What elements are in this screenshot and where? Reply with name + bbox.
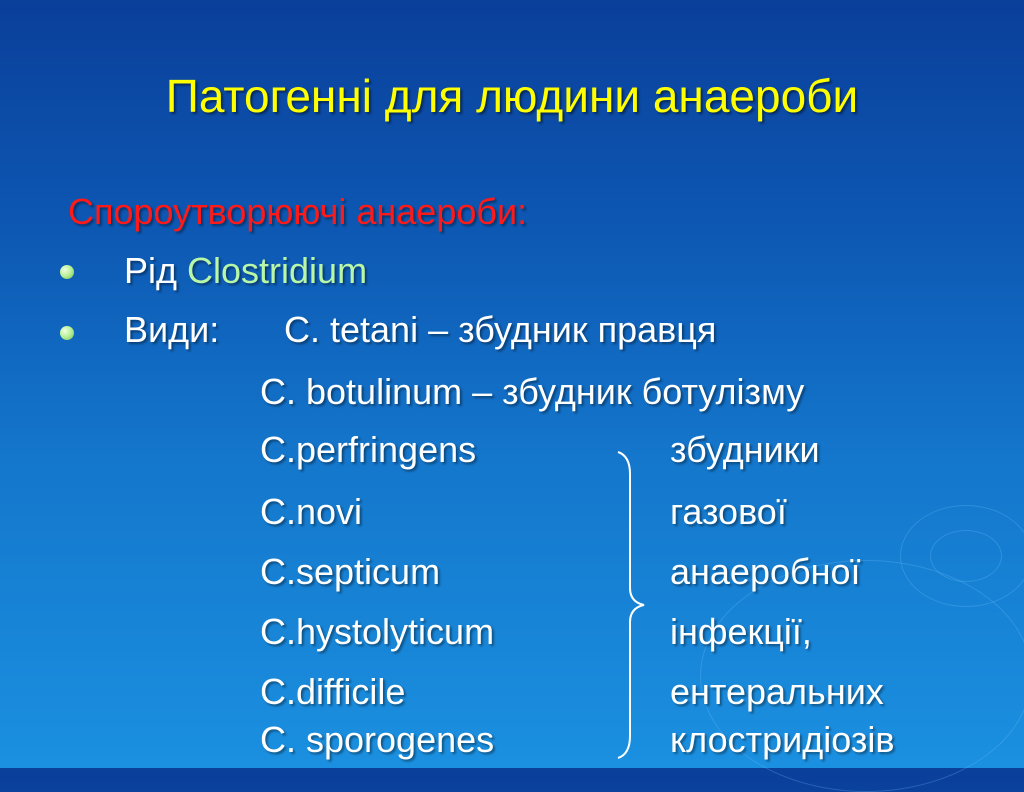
species-line: C. sporogenes <box>260 719 495 760</box>
genus-line <box>124 249 367 293</box>
species-line: C.septicum <box>260 551 441 592</box>
slide-title: Патогенні для людини анаероби <box>165 70 859 122</box>
bullet-icon <box>60 326 74 340</box>
subheading: Спороутворюючі анаероби: <box>68 191 528 232</box>
species-label: Види: <box>124 309 220 350</box>
species-line: C.novi <box>260 491 363 532</box>
grouping-brace <box>616 450 646 760</box>
species-line: C.perfringens <box>260 429 477 470</box>
group-description-line: газової <box>670 491 787 532</box>
group-description-line: ентеральних <box>670 671 884 712</box>
species-first: C. tetani – збудник правця <box>284 309 717 350</box>
bullet-icon <box>60 265 74 279</box>
group-description-line: інфекції, <box>670 611 812 652</box>
genus-prefix: Рід <box>124 250 188 291</box>
group-description-line: клостридіозів <box>670 719 895 760</box>
group-description-line: збудники <box>670 429 820 470</box>
species-line: C. botulinum – збудник ботулізму <box>260 371 805 412</box>
species-line: C.difficile <box>260 671 406 712</box>
genus-name: Clostridium <box>187 250 368 291</box>
species-line: C.hystolyticum <box>260 611 495 652</box>
group-description-line: анаеробної <box>670 551 861 592</box>
